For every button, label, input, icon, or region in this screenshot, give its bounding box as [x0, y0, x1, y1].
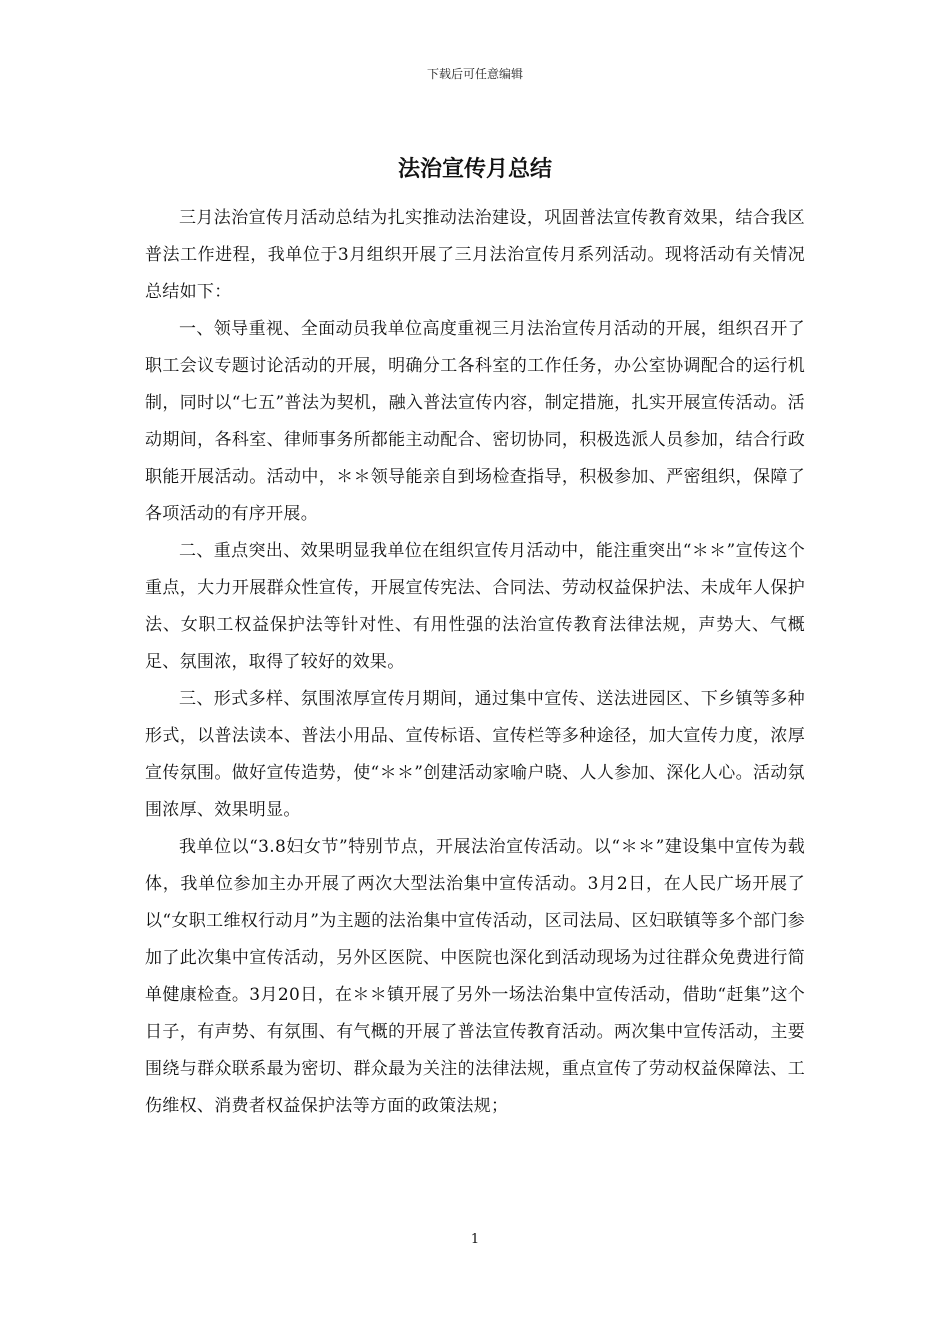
paragraph-section-3: 三、形式多样、氛围浓厚宣传月期间，通过集中宣传、送法进园区、下乡镇等多种形式，以普法读本、普法小用品、宣传标语、宣传栏等多种途径，加大宣传力度，浓厚宣传氛围。做好宣传造势，使“＊＊”创建活动家喻户晓、人人参加、深化人心。活动氛围浓厚、效果明显。 — [145, 689, 805, 820]
paragraph-intro: 三月法治宣传月活动总结为扎实推动法治建设，巩固普法宣传教育效果，结合我区普法工作进程，我单位于3月组织开展了三月法治宣传月系列活动。现将活动有关情况总结如下： — [145, 208, 805, 302]
document-title: 法治宣传月总结 — [397, 156, 552, 182]
paragraph-section-2: 二、重点突出、效果明显我单位在组织宣传月活动中，能注重突出“＊＊”宣传这个重点，大力开展群众性宣传，开展宣传宪法、合同法、劳动权益保护法、未成年人保护法、女职工权益保护法等针对性、有用性强的法治宣传教育法律法规，声势大、气概足、氛围浓，取得了较好的效果。 — [145, 541, 805, 672]
document-body — [145, 200, 805, 1125]
paragraph-section-1: 一、领导重视、全面动员我单位高度重视三月法治宣传月活动的开展，组织召开了职工会议专题讨论活动的开展，明确分工各科室的工作任务，办公室协调配合的运行机制，同时以“七五”普法为契机，融入普法宣传内容，制定措施，扎实开展宣传活动。活动期间，各科室、律师事务所都能主动配合、密切协同，积极选派人员参加，结合行政职能开展活动。活动中，＊＊领导能亲自到场检查指导，积极参加、严密组织，保障了各项活动的有序开展。 — [145, 319, 805, 524]
page-number: 1 — [470, 1232, 480, 1247]
page-header-note: 下载后可任意编辑 — [426, 67, 523, 81]
paragraph-womens-day: 我单位以“3.8妇女节”特别节点，开展法治宣传活动。以“＊＊”建设集中宣传为载体，我单位参加主办开展了两次大型法治集中宣传活动。3月2日，在人民广场开展了以“女职工维权行动月”为主题的法治集中宣传活动，区司法局、区妇联镇等多个部门参加了此次集中宣传活动，另外区医院、中医院也深化到活动现场为过往群众免费进行简单健康检查。3月20日，在＊＊镇开展了另外一场法治集中宣传活动，借助“赶集”这个日子，有声势、有氛围、有气概的开展了普法宣传教育活动。两次集中宣传活动，主要围绕与群众联系最为密切、群众最为关注的法律法规，重点宣传了劳动权益保障法、工伤维权、消费者权益保护法等方面的政策法规； — [145, 837, 805, 1116]
